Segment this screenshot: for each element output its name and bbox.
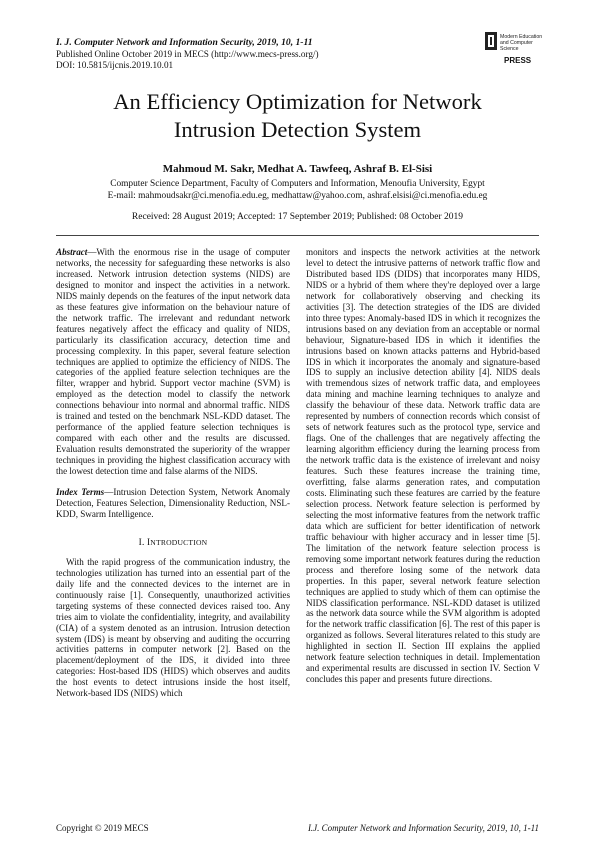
intro-paragraph: With the rapid progress of the communication industry, the technologies utilization has turned into an essential part of the daily life and the connected devices to the internet are in continuously raise [1]. Consequently, unauthorized activities targeting systems of these connected devices raised too. Any tries aim to violate the confidentiality, integrity, and availability (CIA) of a system denoted as an intrusion. Intrusion detection system (IDS) is meant by observing and auditing the occurring activities patterns in computer network [2]. Based on the placement/deployment of the IDS, it divided into three categories: Host-based IDS (HIDS) which observes and audits the host events to detect intrusions inside the host itself, Network-based IDS (NIDS) which	[56, 556, 290, 699]
affiliation: Computer Science Department, Faculty of Computers and Information, Menoufia University, Egypt	[110, 179, 485, 189]
title-line-1: An Efficiency Optimization for Network	[113, 89, 482, 114]
divider	[56, 235, 539, 236]
index-terms-text: —Intrusion Detection System, Network Anomaly Detection, Features Selection, Dimensionality Reduction, NSL-KDD, Swarm Intelligence.	[56, 487, 290, 519]
affiliation-block	[40, 179, 555, 202]
title-line-2: Intrusion Detection System	[173, 117, 422, 142]
logo-line1: Modern Education	[500, 34, 543, 40]
doi: DOI: 10.5815/ijcnis.2019.10.01	[56, 59, 174, 70]
publisher-logo	[484, 30, 546, 68]
logo-line3: Science	[500, 46, 519, 52]
logo-line2: and Computer	[500, 40, 533, 46]
footer-journal-ref: I.J. Computer Network and Information Security, 2019, 10, 1-11	[307, 823, 539, 833]
section-heading	[56, 538, 290, 549]
publication-dates: Received: 28 August 2019; Accepted: 17 September 2019; Published: 08 October 2019	[131, 212, 464, 222]
email: E-mail: mahmoudsakr@ci.menofia.edu.eg, medhattaw@yahoo.com, ashraf.elsisi@ci.menofia.edu.eg	[107, 190, 488, 201]
paper-title	[40, 88, 555, 144]
journal-header	[56, 37, 476, 70]
publication-info: Published Online October 2019 in MECS (http://www.mecs-press.org/)	[56, 49, 319, 59]
abstract	[56, 247, 290, 477]
authors: Mahmoud M. Sakr, Medhat A. Tawfeeq, Ashraf B. El-Sisi	[162, 163, 433, 175]
section-number: I. I	[138, 537, 151, 548]
section-title: NTRODUCTION	[150, 537, 208, 547]
index-terms	[56, 487, 290, 520]
index-terms-label: Index Terms	[56, 487, 105, 498]
left-column	[56, 247, 290, 699]
logo-brand: PRESS	[504, 56, 532, 65]
footer-copyright: Copyright © 2019 MECS	[56, 823, 149, 833]
abstract-text: —With the enormous rise in the usage of computer networks, the necessity for safeguarding these networks is also increased. Network intrusion detection systems (NIDS) are designed to monitor and inspect the activities in a network. NIDS mainly depends on the features of the input network data as these features give information on the behaviour nature of the network traffic. The irrelevant and redundant network features negatively affect the efficacy and quality of NIDS, particularly its classification accuracy, detection time and processing complexity. In this paper, several feature selection techniques are applied to optimize the efficiency of NIDS. The categories of the applied feature selection techniques are the filter, wrapper and hybrid. Support vector machine (SVM) is employed as the detection model to classify the network connections behaviour into normal and abnormal traffic. NIDS is trained and tested on the benchmark NSL-KDD dataset. The performance of the applied feature selection techniques is compared with each other and the results are discussed. Evaluation results demonstrated the superiority of the wrapper techniques in providing the highest classification accuracy with the lowest detection time and false alarms of the NIDS.	[56, 247, 290, 477]
right-column	[306, 247, 540, 685]
intro-continuation: monitors and inspects the network activities at the network level to detect the intrusive patterns of network traffic flow and Distributed based IDS (DIDS) that incorporates many HIDS, NIDS or a hybrid of them where they're deployed over a large network for collaboratively observing and checking its activities [3]. The detection strategies of the IDS are divided into three types: Anomaly-based IDS in which it recognizes the intrusions based on any deviation from an acceptable or normal behaviour, Signature-based IDS in which it identifies the intrusions based on known attacks patterns and Hybrid-based IDS in which it incorporates the anomaly and signature-based IDS to supply an inclusive detection ability [4]. NIDS deals with tremendous sizes of network traffic data, and employees data mining and machine learning techniques to analyze and classify the behaviour of these data. Network traffic data are represented by numbers of connection records which consist of sets of network features such as the protocol type, service and flags. One of the challenges that are negatively affecting the learning algorithm efficiency during the learning process from the network traffic data is the existence of irrelevant and noisy features. Such these features increase the training time, overfitting, false alarms generation rates, and computation costs. Eliminating such these features are carried by the feature selection process. Network feature selection is performed by selecting the most informative features from the network traffic data which are sufficient for better identification of network traffic behaviour with higher accuracy and in lesser time [5]. The limitation of the network feature selection process is removing some important network features during the reduction process and therefore losing some of the network data properties. In this paper, several network feature selection techniques are applied to study which of them can optimise the NIDS classification performance. NSL-KDD dataset is utilized as the network data source while the SVM algorithm is adopted for the network traffic classification [6]. The rest of this paper is organized as follows. Several literatures related to this study are highlighted in section II. Section III explains the applied network feature selection techniques in detail. Implementation and experimental results are discussed in section IV. Section V concludes this paper and presents future directions.	[306, 247, 540, 685]
journal-name: I. J. Computer Network and Information Security, 2019, 10, 1-11	[56, 37, 313, 48]
abstract-label: Abstract	[56, 247, 88, 257]
